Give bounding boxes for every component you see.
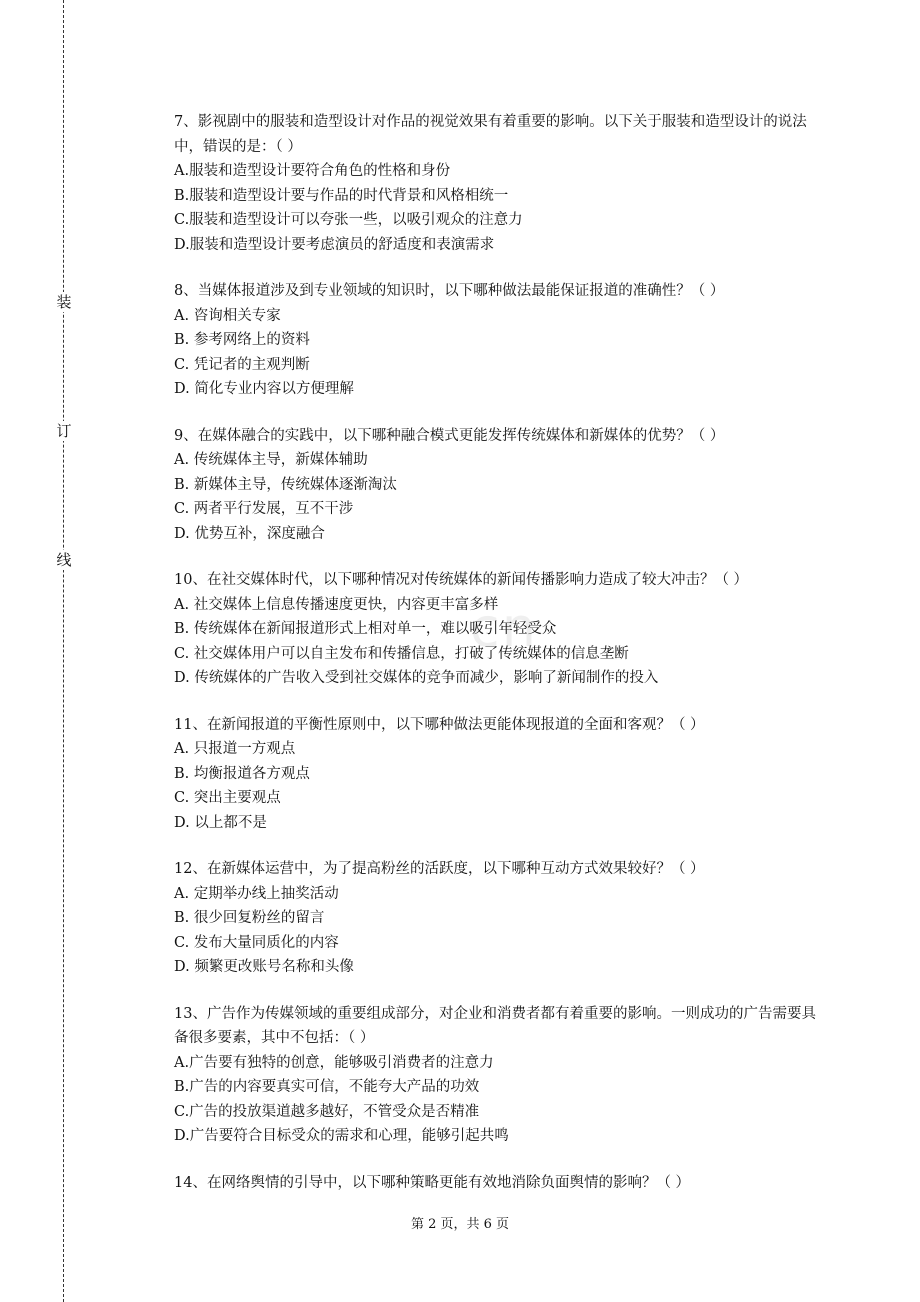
option-a: A.服装和造型设计要符合角色的性格和身份 [174, 163, 451, 179]
watermark: cn [470, 596, 538, 659]
option-a: A. 只报道一方观点 [174, 741, 296, 757]
option-c: C. 两者平行发展，互不干涉 [174, 501, 354, 517]
option-b: B.服装和造型设计要与作品的时代背景和风格相统一 [174, 187, 509, 204]
question-stem: 13、广告作为传媒领域的重要组成部分，对企业和消费者都有着重要的影响。一则成功的广告需要具备很多要素，其中不包括：（ ） [174, 1005, 816, 1046]
option-d: D. 以上都不是 [174, 814, 267, 831]
question-stem: 8、当媒体报道涉及到专业领域的知识时，以下哪种做法最能保证报道的准确性？（ ） [174, 283, 725, 299]
option-b: B.广告的内容要真实可信，不能夸大产品的功效 [174, 1079, 480, 1095]
question-8 [174, 279, 824, 402]
option-a: A. 传统媒体主导，新媒体辅助 [174, 452, 368, 468]
binding-char-zhuang: 装 [56, 293, 72, 311]
question-list [174, 110, 824, 1217]
page-number-footer: 第 2 页，共 6 页 [410, 1217, 510, 1232]
option-d: D. 传统媒体的广告收入受到社交媒体的竞争而减少，影响了新闻制作的投入 [174, 670, 659, 686]
binding-char-xian: 线 [56, 551, 72, 569]
option-a: A. 社交媒体上信息传播速度更快，内容更丰富多样 [174, 596, 499, 613]
option-c: C. 突出主要观点 [174, 790, 281, 806]
question-13 [174, 1002, 824, 1149]
question-stem: 11、在新闻报道的平衡性原则中，以下哪种做法更能体现报道的全面和客观？（ ） [174, 716, 705, 733]
option-c: C.服装和造型设计可以夸张一些，以吸引观众的注意力 [174, 212, 523, 228]
question-14 [174, 1171, 824, 1196]
question-12 [174, 857, 824, 980]
option-c: C. 发布大量同质化的内容 [174, 934, 339, 951]
question-10 [174, 568, 824, 691]
question-stem: 9、在媒体融合的实践中，以下哪种融合模式更能发挥传统媒体和新媒体的优势？（ ） [174, 427, 725, 444]
option-b: B. 均衡报道各方观点 [174, 765, 310, 782]
question-11 [174, 713, 824, 836]
option-c: C. 社交媒体用户可以自主发布和传播信息，打破了传统媒体的信息垄断 [174, 645, 629, 662]
option-b: B. 传统媒体在新闻报道形式上相对单一，难以吸引年轻受众 [174, 621, 557, 637]
option-d: D. 优势互补，深度融合 [174, 525, 325, 542]
question-stem: 12、在新媒体运营中，为了提高粉丝的活跃度，以下哪种互动方式效果较好？（ ） [174, 861, 705, 877]
option-b: B. 很少回复粉丝的留言 [174, 910, 325, 926]
question-stem: 7、影视剧中的服装和造型设计对作品的视觉效果有着重要的影响。以下关于服装和造型设计的说法中，错误的是：（ ） [174, 114, 807, 155]
option-d: D. 频繁更改账号名称和头像 [174, 959, 354, 975]
option-b: B. 参考网络上的资料 [174, 332, 310, 348]
question-7 [174, 110, 824, 257]
question-stem: 14、在网络舆情的引导中，以下哪种策略更能有效地消除负面舆情的影响？（ ） [174, 1174, 691, 1191]
option-d: D.广告要符合目标受众的需求和心理，能够引起共鸣 [174, 1128, 509, 1144]
binding-char-ding: 订 [56, 422, 72, 440]
option-d: D. 简化专业内容以方便理解 [174, 381, 354, 397]
option-b: B. 新媒体主导，传统媒体逐渐淘汰 [174, 476, 397, 493]
option-a: A.广告要有独特的创意，能够吸引消费者的注意力 [174, 1054, 494, 1071]
option-c: C.广告的投放渠道越多越好，不管受众是否精准 [174, 1103, 480, 1120]
option-a: A. 咨询相关专家 [174, 307, 281, 324]
option-d: D.服装和造型设计要考虑演员的舒适度和表演需求 [174, 236, 495, 253]
option-c: C. 凭记者的主观判断 [174, 356, 310, 373]
option-a: A. 定期举办线上抽奖活动 [174, 885, 339, 902]
question-stem: 10、在社交媒体时代，以下哪种情况对传统媒体的新闻传播影响力造成了较大冲击？（ ） [174, 572, 749, 588]
question-9 [174, 424, 824, 547]
binding-dashed-line [63, 0, 64, 1302]
